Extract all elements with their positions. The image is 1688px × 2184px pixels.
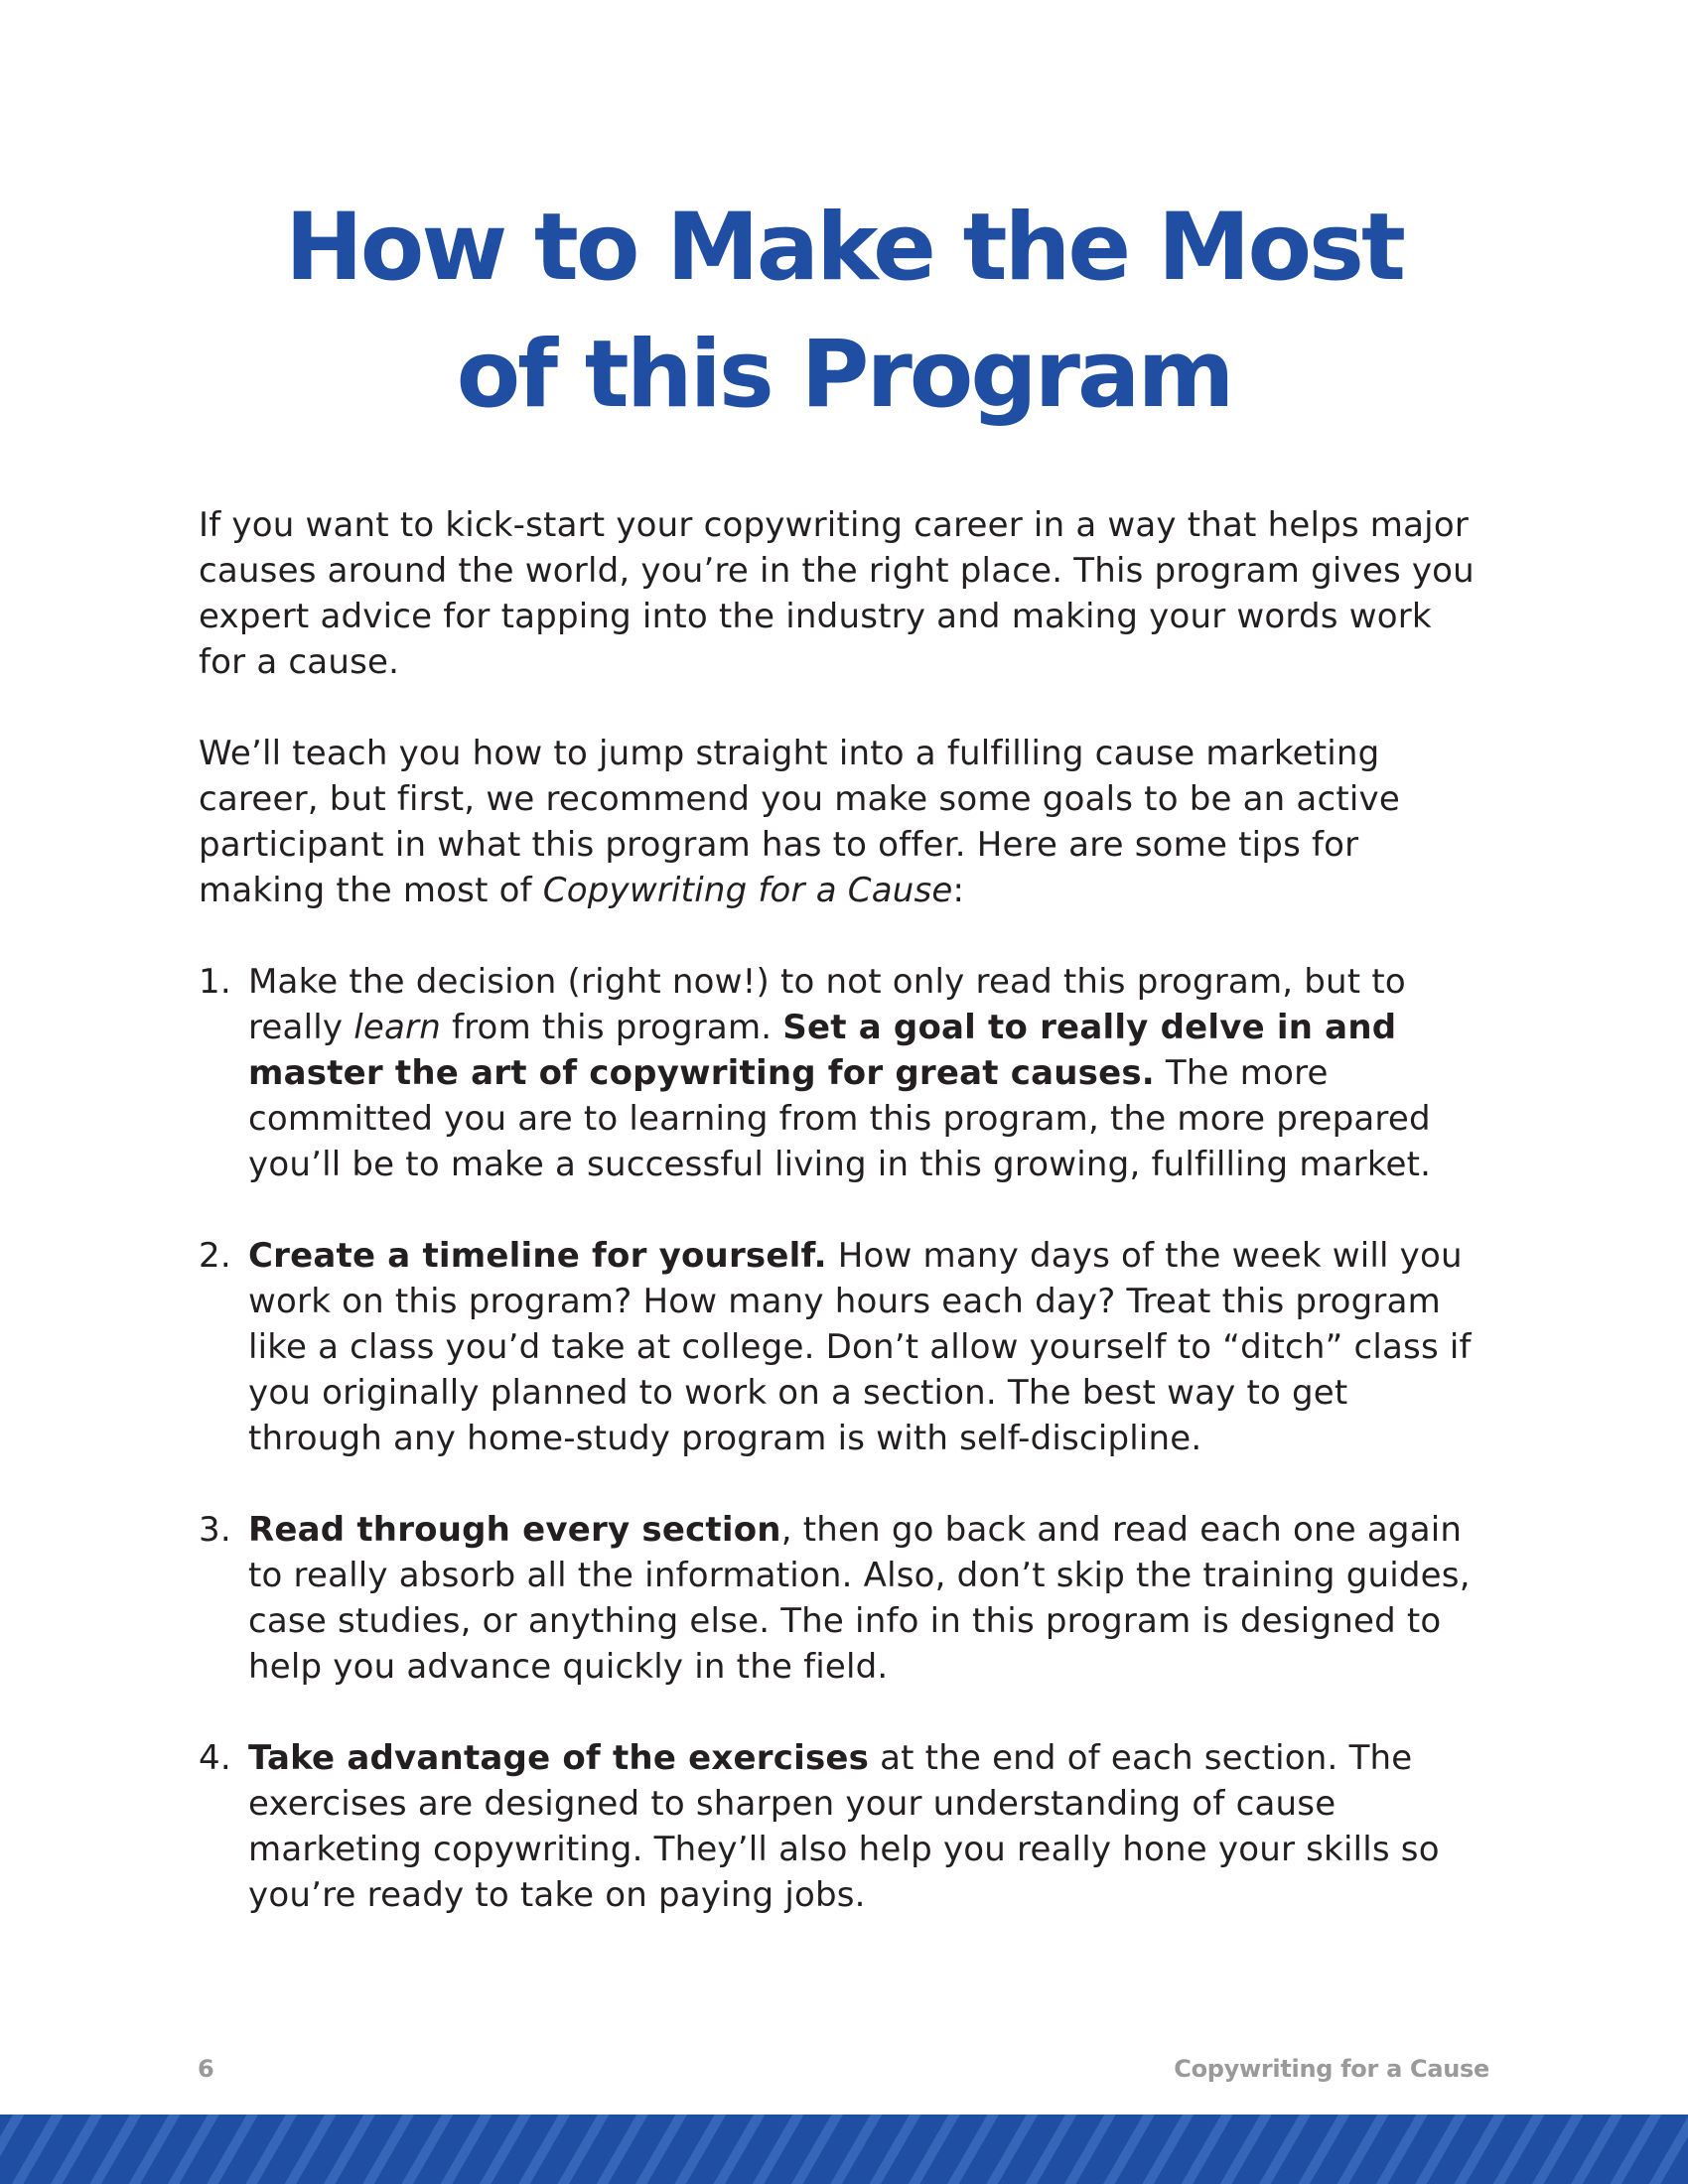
- page-title-line-2: of this Program: [456, 321, 1232, 429]
- tip-number: 2.: [199, 1236, 231, 1276]
- tip-text: How many days of the week will you work on this program? How many hours each day? Treat this program like a class you’d take at college. Don’t allow yourself to “ditch” class if you originally planned to work on a section. The best way to get through any home-study program is with self-discipline.: [248, 1236, 1472, 1458]
- page-title-line-1: How to Make the Most: [285, 194, 1403, 302]
- intro-paragraph-1: If you want to kick-start your copywriting career in a way that helps major causes around the world, you’re in the right place. This program gives you expert advice for tapping into the industry and making your words work for a cause.: [199, 505, 1475, 682]
- tip-text: Make the decision (right now!) to not only read this program, but to really: [248, 962, 1406, 1047]
- tip-bold: Take advantage of the exercises: [248, 1738, 870, 1778]
- tip-text: The more committed you are to learning from this program, the more prepared you’ll be to make a successful living in this growing, fulfilling market.: [248, 1053, 1432, 1184]
- tip-item-1: [199, 959, 1489, 1187]
- tip-number: 4.: [199, 1738, 231, 1778]
- tip-text: from this program.: [440, 1008, 783, 1047]
- tips-list: [199, 959, 1489, 1918]
- tip-item-4: [199, 1735, 1489, 1918]
- intro-paragraph-2-colon: :: [952, 871, 965, 910]
- page-number: 6: [198, 2055, 214, 2083]
- tip-bold: Set a goal to really delve in and master the art of copywriting for great causes.: [248, 1008, 1397, 1093]
- tip-italic: learn: [353, 1008, 441, 1047]
- tip-number: 3.: [199, 1510, 231, 1550]
- tip-item-3: [199, 1507, 1489, 1690]
- tip-bold: Read through every section: [248, 1510, 781, 1550]
- tip-number: 1.: [199, 962, 231, 1002]
- tip-text: , then go back and read each one again to really absorb all the information. Also, don’t skip the training guides, case studies, or anything else. The info in this program is designed to help you advance quickly in the field.: [248, 1510, 1471, 1687]
- book-title-italic: Copywriting for a Cause: [542, 871, 953, 910]
- tip-bold: Create a timeline for yourself.: [248, 1236, 827, 1276]
- footer-stripe-band: [0, 2115, 1688, 2184]
- intro-paragraph-2: [199, 731, 1489, 913]
- intro-paragraph-2-text: We’ll teach you how to jump straight into a fulfilling cause marketing career, but first, we recommend you make some goals to be an active participant in what this program has to offer. Here are some tips for making the most of: [199, 734, 1400, 910]
- tip-item-2: [199, 1233, 1489, 1461]
- page-title: [0, 185, 1688, 439]
- footer-book-title: Copywriting for a Cause: [1174, 2055, 1489, 2083]
- tip-text: at the end of each section. The exercises are designed to sharpen your understanding of cause marketing copywriting. They’ll also help you really hone your skills so you’re ready to take on paying jobs.: [248, 1738, 1440, 1915]
- body-content: [199, 502, 1489, 1964]
